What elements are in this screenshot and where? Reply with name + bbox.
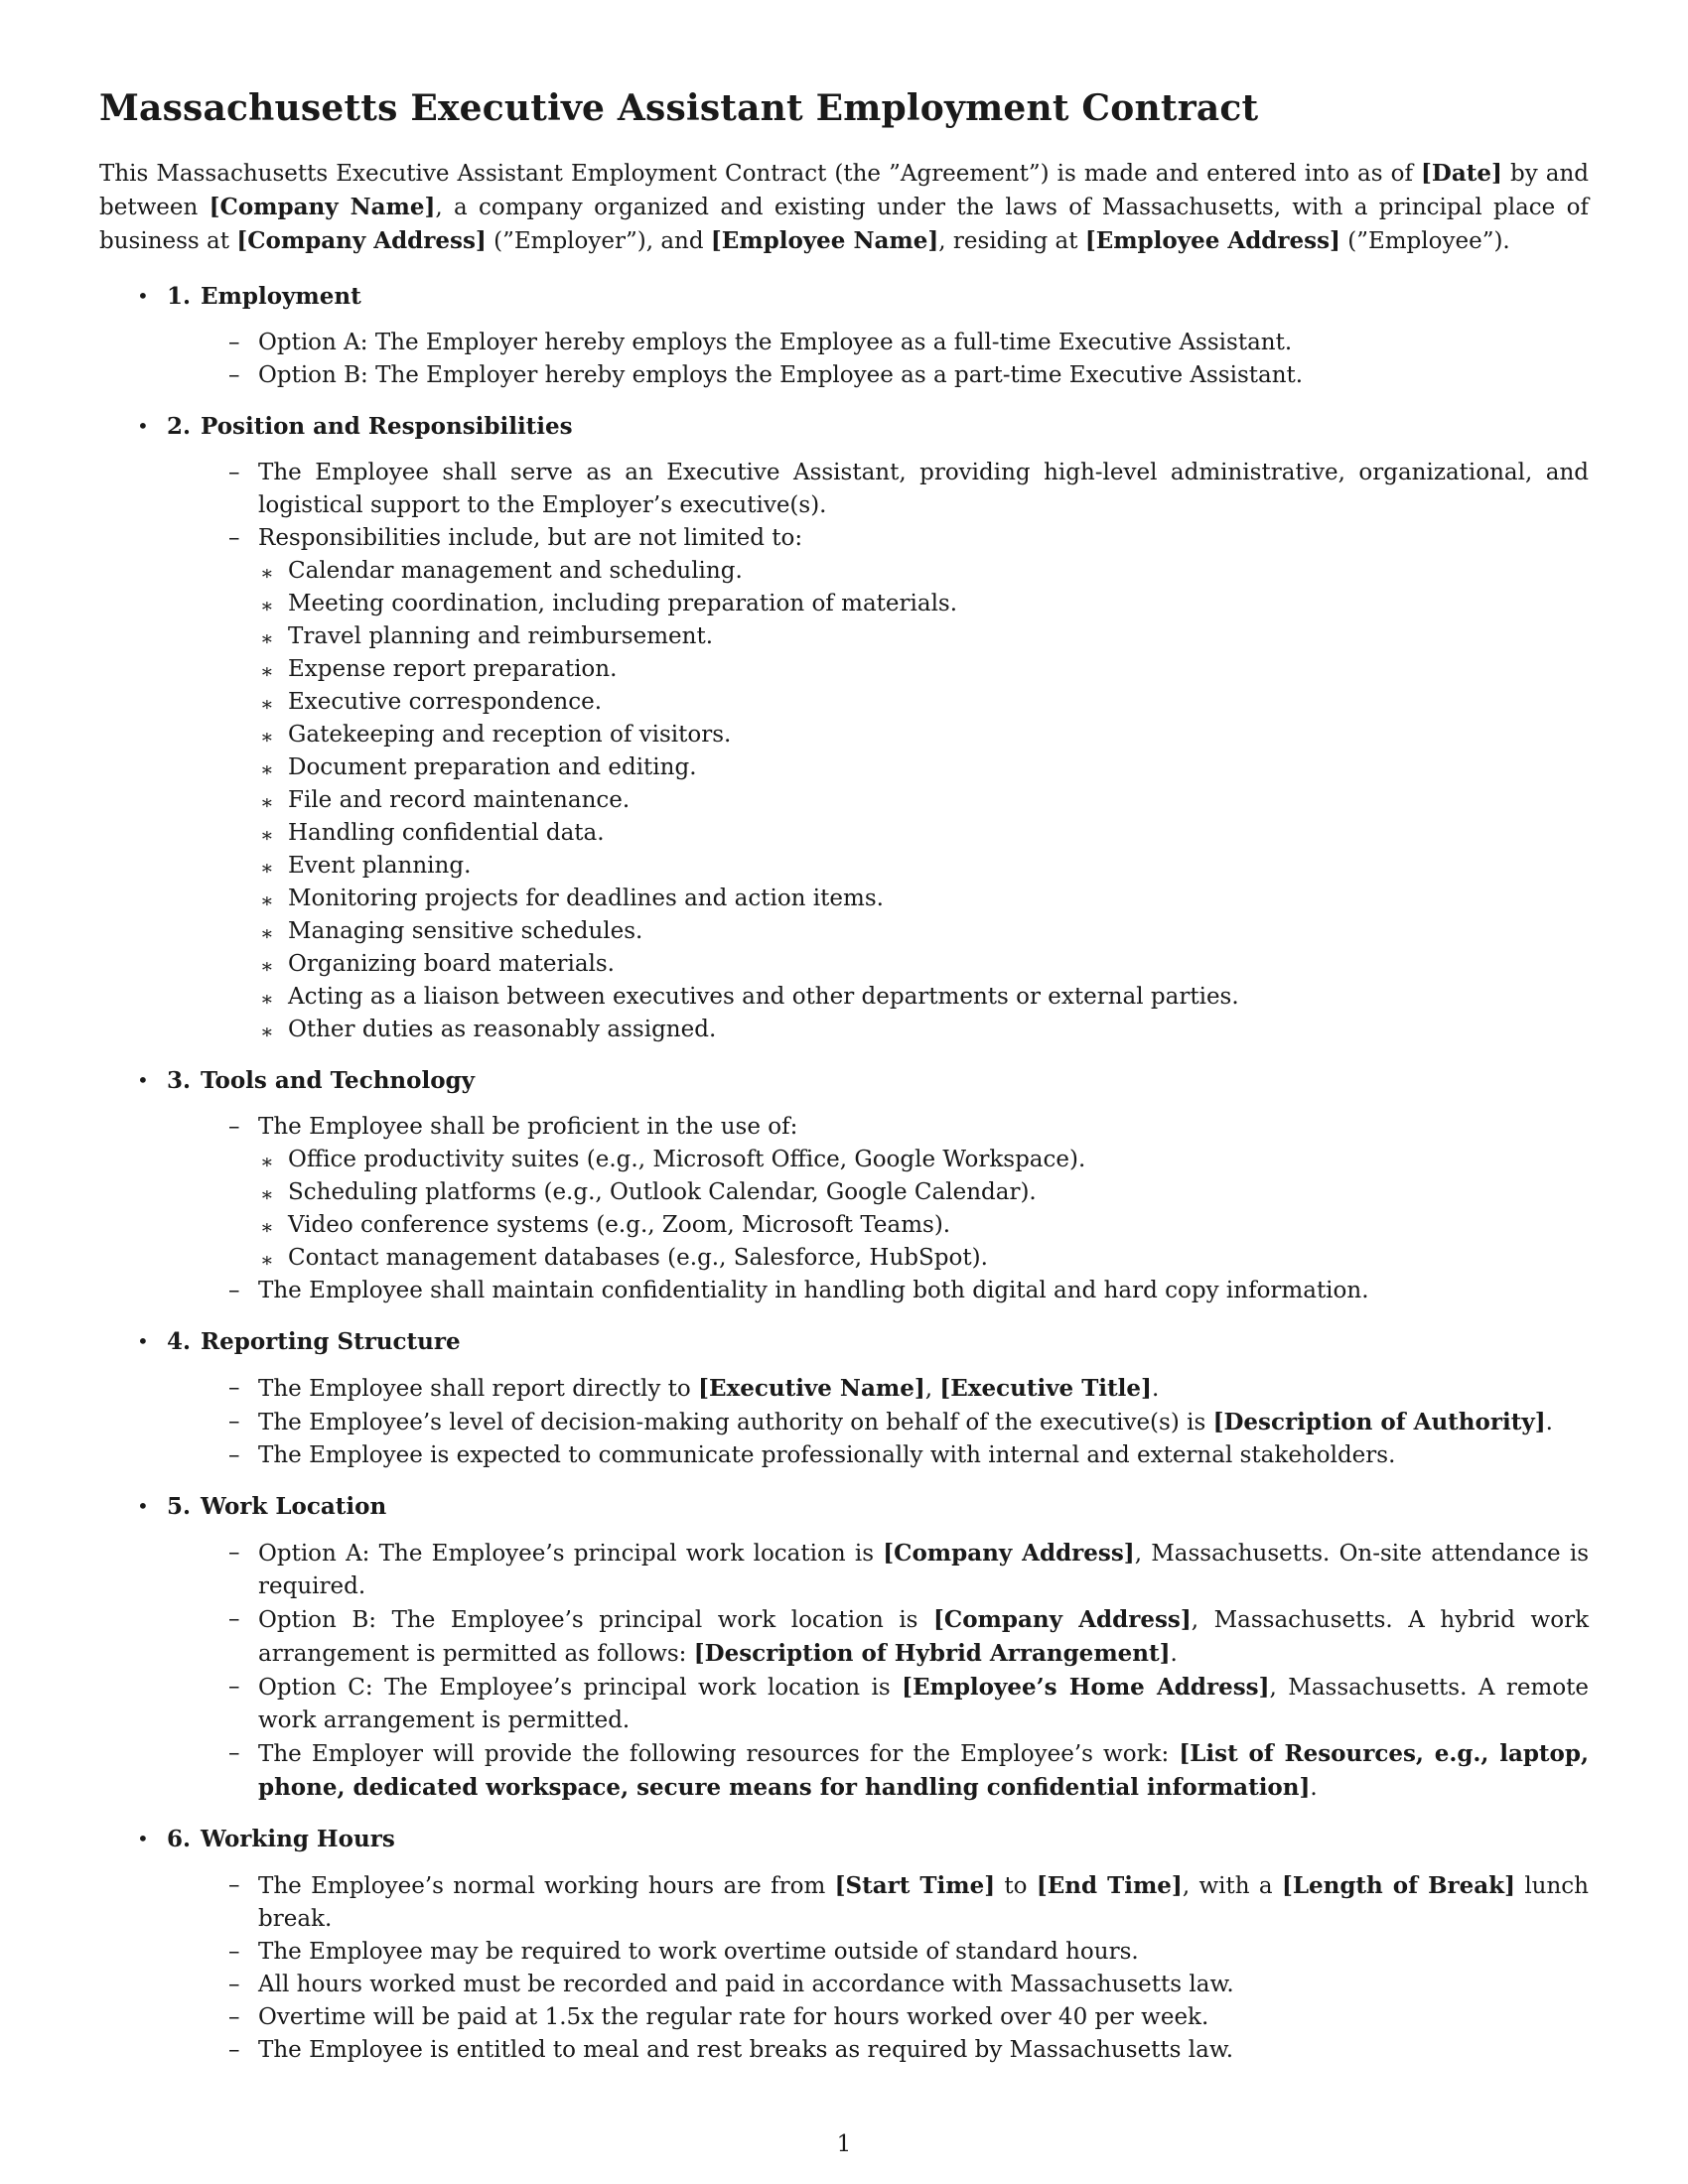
list-item xyxy=(228,1671,1589,1737)
sub-list xyxy=(228,1144,1589,1275)
section-number: 2. xyxy=(167,413,192,440)
asterisk-bullet-icon: ∗ xyxy=(260,856,274,880)
dash-bullet-icon: – xyxy=(228,1872,240,1898)
item-text: Option A: The Employer hereby employs the Employee as a full-time Executive Assistant. xyxy=(258,330,1293,355)
bullet-icon: • xyxy=(137,1827,149,1850)
sub-list-item xyxy=(258,981,1589,1014)
asterisk-bullet-icon: ∗ xyxy=(260,1248,274,1272)
sub-item-text: Event planning. xyxy=(288,853,472,879)
section-heading xyxy=(167,1823,1589,1855)
intro-paragraph xyxy=(99,157,1589,258)
item-text: Option B: The Employee’s principal work location is xyxy=(258,1607,934,1633)
sub-item-text: Travel planning and reimbursement. xyxy=(288,623,714,649)
section-title: Employment xyxy=(201,283,361,310)
asterisk-bullet-icon: ∗ xyxy=(260,659,274,683)
item-text: The Employee shall serve as an Executive Assistant, providing high-level administrative, organizational, and logistical support to the Employer’s executive(s). xyxy=(258,460,1589,518)
item-text: Option A: The Employee’s principal work location is xyxy=(258,1541,884,1567)
bullet-icon: • xyxy=(137,1068,149,1092)
asterisk-bullet-icon: ∗ xyxy=(260,692,274,716)
sub-item-text: Gatekeeping and reception of visitors. xyxy=(288,722,732,748)
bullet-icon: • xyxy=(137,1494,149,1518)
list-item xyxy=(228,1537,1589,1603)
intro-text: (”Employer”), and xyxy=(486,228,711,254)
page-number: 1 xyxy=(836,2131,852,2157)
sub-item-text: Monitoring projects for deadlines and action items. xyxy=(288,886,884,911)
sub-item-text: Contact management databases (e.g., Salesforce, HubSpot). xyxy=(288,1245,988,1271)
sub-item-text: Other duties as reasonably assigned. xyxy=(288,1017,717,1042)
sub-item-text: Video conference systems (e.g., Zoom, Microsoft Teams). xyxy=(288,1212,951,1238)
dash-bullet-icon: – xyxy=(228,1972,240,1997)
section-title: Position and Responsibilities xyxy=(201,413,573,440)
dash-bullet-icon: – xyxy=(228,2037,240,2063)
intro-placeholder: [Employee Address] xyxy=(1084,227,1340,254)
dash-bullet-icon: – xyxy=(228,1606,240,1632)
list-item xyxy=(228,1406,1589,1439)
section-heading xyxy=(167,1064,1589,1097)
section-title: Reporting Structure xyxy=(201,1328,461,1355)
item-placeholder: [Company Address] xyxy=(933,1606,1192,1633)
item-text: , with a xyxy=(1182,1873,1282,1899)
list-item xyxy=(228,457,1589,522)
list-item xyxy=(228,1439,1589,1472)
list-item xyxy=(228,1275,1589,1307)
sub-item-text: Organizing board materials. xyxy=(288,951,615,977)
intro-placeholder: [Date] xyxy=(1421,160,1502,187)
document-page xyxy=(99,87,1589,2085)
item-text: , xyxy=(924,1376,940,1402)
section-spacer xyxy=(167,2067,1589,2071)
dash-bullet-icon: – xyxy=(228,1540,240,1566)
item-placeholder: [Executive Name] xyxy=(698,1375,925,1402)
asterisk-bullet-icon: ∗ xyxy=(260,987,274,1011)
dash-bullet-icon: – xyxy=(228,525,240,551)
asterisk-bullet-icon: ∗ xyxy=(260,626,274,650)
section-spacer xyxy=(167,1046,1589,1050)
item-text: to xyxy=(995,1873,1037,1899)
section-4 xyxy=(99,1325,1589,1476)
dash-bullet-icon: – xyxy=(228,1674,240,1700)
item-text: , Massachusetts. A remote work arrangement is permitted. xyxy=(258,1675,1590,1733)
intro-text: , residing at xyxy=(938,228,1085,254)
list-item xyxy=(228,522,1589,555)
list-item xyxy=(228,1111,1589,1144)
asterisk-bullet-icon: ∗ xyxy=(260,888,274,912)
asterisk-bullet-icon: ∗ xyxy=(260,1150,274,1173)
item-placeholder: [Start Time] xyxy=(834,1872,996,1899)
intro-text: This Massachusetts Executive Assistant Employment Contract (the ”Agreement”) is made and entered into as of xyxy=(99,161,1422,187)
item-placeholder: [Description of Authority] xyxy=(1212,1409,1546,1435)
sub-item-text: Acting as a liaison between executives and other departments or external parties. xyxy=(288,984,1239,1010)
list-item xyxy=(228,1737,1589,1805)
section-2 xyxy=(99,410,1589,1050)
item-text: . xyxy=(1170,1641,1178,1667)
list-item xyxy=(228,1603,1589,1671)
dash-bullet-icon: – xyxy=(228,460,240,485)
item-text: Option C: The Employee’s principal work location is xyxy=(258,1675,903,1701)
sub-list-item xyxy=(258,1144,1589,1176)
sub-list xyxy=(228,555,1589,1046)
section-title: Working Hours xyxy=(201,1826,395,1852)
dash-bullet-icon: – xyxy=(228,1278,240,1303)
list-item xyxy=(228,2034,1589,2067)
list-item xyxy=(228,1372,1589,1406)
sub-item-text: Calendar management and scheduling. xyxy=(288,558,743,584)
dash-bullet-icon: – xyxy=(228,1375,240,1401)
dash-bullet-icon: – xyxy=(228,1939,240,1965)
intro-placeholder: [Employee Name] xyxy=(710,227,939,254)
section-heading xyxy=(167,1490,1589,1523)
section-1 xyxy=(99,280,1589,396)
sub-list-item xyxy=(258,948,1589,981)
item-text: The Employee shall be proficient in the use of: xyxy=(258,1114,798,1140)
sub-list-item xyxy=(258,719,1589,751)
list-item xyxy=(228,359,1589,392)
section-number: 6. xyxy=(167,1826,192,1852)
asterisk-bullet-icon: ∗ xyxy=(260,954,274,978)
asterisk-bullet-icon: ∗ xyxy=(260,921,274,945)
intro-text: by and between xyxy=(99,161,1589,220)
section-spacer xyxy=(167,392,1589,396)
item-text: The Employee shall maintain confidentiality in handling both digital and hard copy information. xyxy=(258,1278,1369,1303)
intro-placeholder: [Company Name] xyxy=(209,194,436,220)
item-text: Overtime will be paid at 1.5x the regular rate for hours worked over 40 per week. xyxy=(258,2004,1209,2030)
asterisk-bullet-icon: ∗ xyxy=(260,1215,274,1239)
asterisk-bullet-icon: ∗ xyxy=(260,561,274,585)
asterisk-bullet-icon: ∗ xyxy=(260,823,274,847)
section-list xyxy=(99,280,1589,2071)
list-item xyxy=(228,2001,1589,2034)
item-text: Responsibilities include, but are not limited to: xyxy=(258,525,803,551)
sub-item-text: Meeting coordination, including preparation of materials. xyxy=(288,591,958,616)
sub-item-text: Document preparation and editing. xyxy=(288,754,697,780)
sub-list-item xyxy=(258,883,1589,915)
bullet-icon: • xyxy=(137,284,149,308)
asterisk-bullet-icon: ∗ xyxy=(260,1182,274,1206)
section-spacer xyxy=(167,1805,1589,1809)
list-item xyxy=(228,327,1589,359)
sub-list-item xyxy=(258,1209,1589,1242)
item-text: The Employee is entitled to meal and rest breaks as required by Massachusetts law. xyxy=(258,2037,1234,2063)
item-text: , Massachusetts. On-site attendance is required. xyxy=(258,1541,1590,1599)
dash-bullet-icon: – xyxy=(228,1114,240,1140)
dash-bullet-icon: – xyxy=(228,1409,240,1434)
sub-list-item xyxy=(258,751,1589,784)
list-item xyxy=(228,1869,1589,1936)
item-text: The Employee may be required to work overtime outside of standard hours. xyxy=(258,1939,1139,1965)
section-number: 1. xyxy=(167,283,192,310)
sub-item-text: Office productivity suites (e.g., Microsoft Office, Google Workspace). xyxy=(288,1147,1086,1172)
sub-list-item xyxy=(258,1014,1589,1046)
section-heading xyxy=(167,1325,1589,1358)
sub-list-item xyxy=(258,1242,1589,1275)
item-text: . xyxy=(1310,1775,1318,1801)
sub-list-item xyxy=(258,1176,1589,1209)
section-number: 4. xyxy=(167,1328,192,1355)
sub-list-item xyxy=(258,686,1589,719)
section-heading xyxy=(167,410,1589,443)
sub-list-item xyxy=(258,784,1589,817)
item-text: All hours worked must be recorded and paid in accordance with Massachusetts law. xyxy=(258,1972,1234,1997)
sub-item-text: Expense report preparation. xyxy=(288,656,618,682)
dash-bullet-icon: – xyxy=(228,2004,240,2030)
sub-list-item xyxy=(258,850,1589,883)
sub-item-text: Executive correspondence. xyxy=(288,689,603,715)
section-number: 5. xyxy=(167,1493,192,1520)
item-text: The Employee’s level of decision-making authority on behalf of the executive(s) is xyxy=(258,1410,1213,1435)
bullet-icon: • xyxy=(137,1329,149,1353)
dash-bullet-icon: – xyxy=(228,1442,240,1468)
section-3 xyxy=(99,1064,1589,1311)
section-spacer xyxy=(167,1472,1589,1476)
item-placeholder: [Company Address] xyxy=(883,1540,1135,1567)
section-number: 3. xyxy=(167,1067,192,1094)
section-spacer xyxy=(167,1307,1589,1311)
item-text: . xyxy=(1151,1376,1160,1402)
item-text: The Employee shall report directly to xyxy=(258,1376,699,1402)
item-placeholder: [Employee’s Home Address] xyxy=(902,1674,1270,1701)
item-placeholder: [Length of Break] xyxy=(1281,1872,1515,1899)
sub-list-item xyxy=(258,555,1589,588)
section-6 xyxy=(99,1823,1589,2071)
section-title: Work Location xyxy=(201,1493,387,1520)
sub-list-item xyxy=(258,620,1589,653)
item-placeholder: [List of Resources, e.g., laptop, phone, dedicated workspace, secure means for handling confidential information] xyxy=(258,1740,1589,1801)
item-text: The Employer will provide the following resources for the Employee’s work: xyxy=(258,1741,1180,1767)
sub-item-text: Scheduling platforms (e.g., Outlook Calendar, Google Calendar). xyxy=(288,1179,1037,1205)
item-text: The Employee’s normal working hours are from xyxy=(258,1873,835,1899)
intro-text: (”Employee”). xyxy=(1339,228,1510,254)
asterisk-bullet-icon: ∗ xyxy=(260,757,274,781)
item-text: . xyxy=(1545,1410,1553,1435)
sub-item-text: Handling confidential data. xyxy=(288,820,605,846)
sub-item-text: File and record maintenance. xyxy=(288,787,631,813)
bullet-icon: • xyxy=(137,414,149,438)
sub-list-item xyxy=(258,915,1589,948)
dash-bullet-icon: – xyxy=(228,1740,240,1766)
sub-list-item xyxy=(258,653,1589,686)
item-text: Option B: The Employer hereby employs the Employee as a part-time Executive Assistant. xyxy=(258,362,1304,388)
section-5 xyxy=(99,1490,1589,1809)
asterisk-bullet-icon: ∗ xyxy=(260,790,274,814)
item-text: , Massachusetts. A hybrid work arrangement is permitted as follows: xyxy=(258,1607,1590,1667)
sub-list-item xyxy=(258,588,1589,620)
item-text: The Employee is expected to communicate professionally with internal and external stakeholders. xyxy=(258,1442,1396,1468)
item-placeholder: [End Time] xyxy=(1036,1872,1183,1899)
list-item xyxy=(228,1969,1589,2001)
section-heading xyxy=(167,280,1589,313)
section-title: Tools and Technology xyxy=(201,1067,476,1094)
dash-bullet-icon: – xyxy=(228,362,240,388)
asterisk-bullet-icon: ∗ xyxy=(260,594,274,617)
list-item xyxy=(228,1936,1589,1969)
intro-placeholder: [Company Address] xyxy=(236,227,487,254)
item-text: lunch break. xyxy=(258,1873,1589,1932)
asterisk-bullet-icon: ∗ xyxy=(260,725,274,749)
item-placeholder: [Description of Hybrid Arrangement] xyxy=(693,1640,1171,1667)
sub-list-item xyxy=(258,817,1589,850)
intro-text: , a company organized and existing under the laws of Massachusetts, with a principal place of business at xyxy=(99,195,1589,254)
dash-bullet-icon: – xyxy=(228,330,240,355)
sub-item-text: Managing sensitive schedules. xyxy=(288,918,643,944)
document-title: Massachusetts Executive Assistant Employment Contract xyxy=(99,87,1259,129)
asterisk-bullet-icon: ∗ xyxy=(260,1020,274,1043)
item-placeholder: [Executive Title] xyxy=(939,1375,1152,1402)
